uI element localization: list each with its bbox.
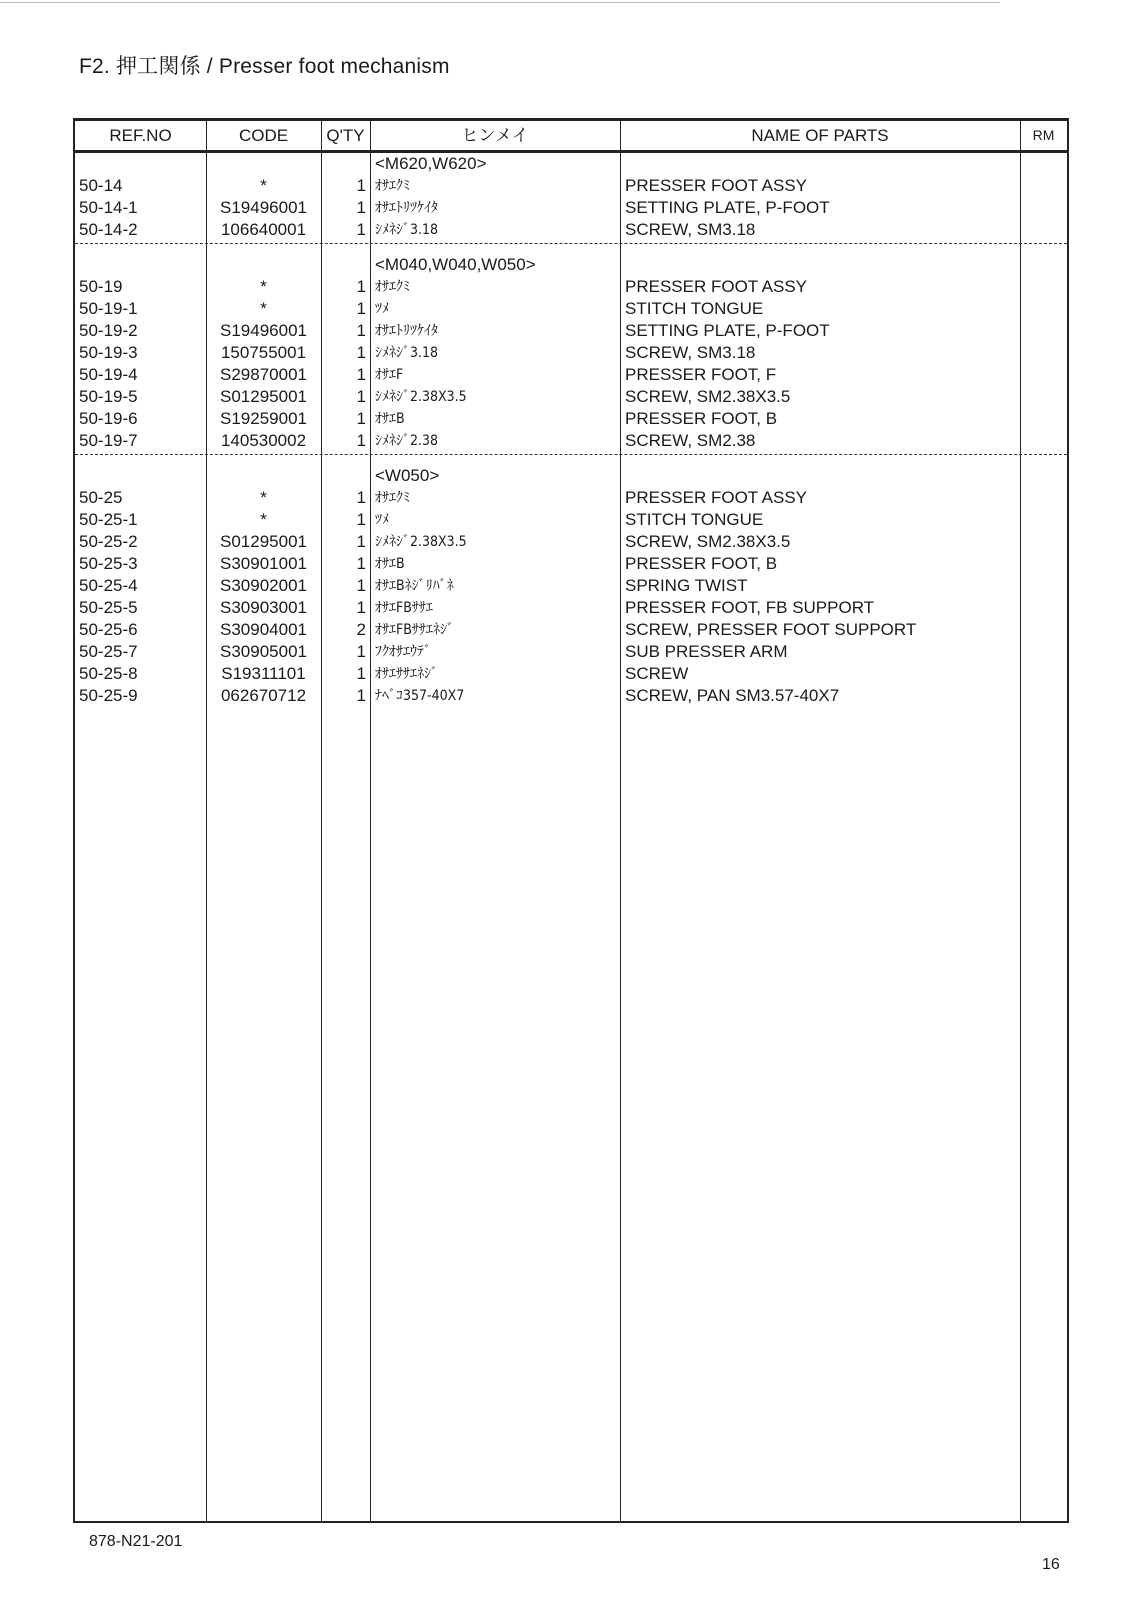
header-code: CODE <box>238 126 289 145</box>
code-cell: 140530002 <box>220 431 307 450</box>
kana-name-cell: ﾂﾒ <box>375 512 389 528</box>
model-group-label: <M620,W620> <box>375 154 487 173</box>
table-body <box>75 153 1067 1521</box>
header-name-of-parts: NAME OF PARTS <box>751 126 889 145</box>
ref-no-cell: 50-14 <box>79 176 123 195</box>
qty-cell: 1 <box>356 220 366 239</box>
code-cell: S19496001 <box>220 321 307 340</box>
ref-no-cell: 50-19-6 <box>79 409 138 428</box>
ref-no-cell: 50-25-5 <box>79 598 138 617</box>
part-name-cell: SUB PRESSER ARM <box>625 642 788 661</box>
code-cell: * <box>260 510 267 529</box>
part-name-cell: PRESSER FOOT, B <box>625 409 778 428</box>
part-name-cell: PRESSER FOOT, F <box>625 365 777 384</box>
table-header <box>75 121 1067 153</box>
part-name-cell: SCREW, PRESSER FOOT SUPPORT <box>625 620 917 639</box>
qty-cell: 1 <box>356 686 366 705</box>
qty-cell: 1 <box>356 299 366 318</box>
qty-cell: 1 <box>356 576 366 595</box>
header-kana-name: ヒンメイ <box>461 126 529 145</box>
kana-name-cell: ﾂﾒ <box>375 301 389 317</box>
qty-cell: 1 <box>356 365 366 384</box>
qty-cell: 1 <box>356 598 366 617</box>
header-qty: Q'TY <box>326 126 365 145</box>
qty-cell: 1 <box>356 554 366 573</box>
document-code: 878-N21-201 <box>89 1533 183 1550</box>
code-cell: * <box>260 277 267 296</box>
qty-cell: 1 <box>356 510 366 529</box>
qty-cell: 1 <box>356 642 366 661</box>
code-cell: S19496001 <box>220 198 307 217</box>
ref-no-cell: 50-19-4 <box>79 365 138 384</box>
kana-name-cell: ｵｻｴﾄﾘﾂｹｲﾀ <box>375 323 438 339</box>
kana-name-cell: ｵｻｴｸﾐ <box>375 178 410 194</box>
code-cell: * <box>260 176 267 195</box>
code-cell: 150755001 <box>220 343 307 362</box>
part-name-cell: STITCH TONGUE <box>625 299 764 318</box>
kana-name-cell: ｵｻｴｸﾐ <box>375 279 410 295</box>
qty-cell: 1 <box>356 387 366 406</box>
ref-no-cell: 50-25-6 <box>79 620 138 639</box>
ref-no-cell: 50-19-7 <box>79 431 138 450</box>
part-name-cell: PRESSER FOOT ASSY <box>625 277 808 296</box>
group-separator <box>75 243 1067 244</box>
kana-name-cell: ｵｻｴF <box>375 367 404 383</box>
part-name-cell: SCREW, SM2.38 <box>625 431 756 450</box>
kana-name-cell: ｵｻｴFBｻｻｴﾈｼﾞ <box>375 622 454 638</box>
qty-cell: 1 <box>356 277 366 296</box>
top-rule <box>0 2 1000 3</box>
model-group-label: <W050> <box>375 466 440 485</box>
ref-no-cell: 50-14-1 <box>79 198 138 217</box>
part-name-cell: SCREW, SM2.38X3.5 <box>625 387 791 406</box>
kana-name-cell: ｼﾒﾈｼﾞ2.38X3.5 <box>375 389 467 405</box>
ref-no-cell: 50-25-8 <box>79 664 138 683</box>
qty-cell: 1 <box>356 198 366 217</box>
part-name-cell: PRESSER FOOT, FB SUPPORT <box>625 598 875 617</box>
ref-no-cell: 50-19-1 <box>79 299 138 318</box>
qty-cell: 1 <box>356 343 366 362</box>
ref-no-cell: 50-25 <box>79 488 123 507</box>
kana-name-cell: ｵｻｴｸﾐ <box>375 490 410 506</box>
part-name-cell: SETTING PLATE, P-FOOT <box>625 321 830 340</box>
qty-cell: 1 <box>356 431 366 450</box>
code-cell: S30905001 <box>220 642 307 661</box>
part-name-cell: SPRING TWIST <box>625 576 748 595</box>
code-cell: S01295001 <box>220 532 307 551</box>
code-cell: 062670712 <box>220 686 307 705</box>
ref-no-cell: 50-19-5 <box>79 387 138 406</box>
part-name-cell: SCREW, SM3.18 <box>625 220 756 239</box>
ref-no-cell: 50-19-2 <box>79 321 138 340</box>
part-name-cell: SCREW, SM2.38X3.5 <box>625 532 791 551</box>
kana-name-cell: ｵｻｴBﾈｼﾞﾘﾊﾞﾈ <box>375 578 454 594</box>
header-ref-no: REF.NO <box>109 126 172 145</box>
part-name-cell: PRESSER FOOT ASSY <box>625 176 808 195</box>
code-cell: S19311101 <box>221 664 306 683</box>
ref-no-cell: 50-25-3 <box>79 554 138 573</box>
parts-table <box>73 118 1069 1523</box>
kana-name-cell: ｼﾒﾈｼﾞ2.38 <box>375 433 439 449</box>
kana-name-cell: ｼﾒﾈｼﾞ2.38X3.5 <box>375 534 467 550</box>
qty-cell: 2 <box>356 620 366 639</box>
group-separator <box>75 454 1067 455</box>
code-cell: 106640001 <box>220 220 307 239</box>
ref-no-cell: 50-19-3 <box>79 343 138 362</box>
code-cell: S19259001 <box>220 409 307 428</box>
code-cell: S01295001 <box>220 387 307 406</box>
kana-name-cell: ﾅﾍﾞｺ357-40X7 <box>375 688 465 704</box>
qty-cell: 1 <box>356 321 366 340</box>
ref-no-cell: 50-19 <box>79 277 123 296</box>
code-cell: S29870001 <box>220 365 307 384</box>
part-name-cell: SCREW, SM3.18 <box>625 343 756 362</box>
code-cell: * <box>260 488 267 507</box>
qty-cell: 1 <box>356 664 366 683</box>
code-cell: * <box>260 299 267 318</box>
kana-name-cell: ｼﾒﾈｼﾞ3.18 <box>375 345 439 361</box>
kana-name-cell: ｵｻｴﾄﾘﾂｹｲﾀ <box>375 200 438 216</box>
ref-no-cell: 50-25-4 <box>79 576 138 595</box>
code-cell: S30903001 <box>220 598 307 617</box>
part-name-cell: PRESSER FOOT ASSY <box>625 488 808 507</box>
qty-cell: 1 <box>356 409 366 428</box>
page-number: 16 <box>1042 1556 1060 1573</box>
kana-name-cell: ｵｻｴB <box>375 556 405 572</box>
qty-cell: 1 <box>356 488 366 507</box>
kana-name-cell: ｵｻｴB <box>375 411 405 427</box>
part-name-cell: SCREW, PAN SM3.57-40X7 <box>625 686 840 705</box>
part-name-cell: PRESSER FOOT, B <box>625 554 778 573</box>
kana-name-cell: ｵｻｴFBｻｻｴ <box>375 600 433 616</box>
ref-no-cell: 50-25-7 <box>79 642 138 661</box>
page-title: F2. 押工関係 / Presser foot mechanism <box>79 55 450 78</box>
code-cell: S30902001 <box>220 576 307 595</box>
ref-no-cell: 50-14-2 <box>79 220 138 239</box>
ref-no-cell: 50-25-2 <box>79 532 138 551</box>
kana-name-cell: ｼﾒﾈｼﾞ3.18 <box>375 222 439 238</box>
header-rm: RM <box>1032 127 1055 143</box>
ref-no-cell: 50-25-1 <box>79 510 138 529</box>
ref-no-cell: 50-25-9 <box>79 686 138 705</box>
code-cell: S30904001 <box>220 620 307 639</box>
part-name-cell: STITCH TONGUE <box>625 510 764 529</box>
kana-name-cell: ｵｻｴｻｻｴﾈｼﾞ <box>375 666 438 682</box>
code-cell: S30901001 <box>220 554 307 573</box>
kana-name-cell: ﾌｸｵｻｴｳﾃﾞ <box>375 644 431 660</box>
part-name-cell: SETTING PLATE, P-FOOT <box>625 198 830 217</box>
qty-cell: 1 <box>356 176 366 195</box>
part-name-cell: SCREW <box>625 664 689 683</box>
qty-cell: 1 <box>356 532 366 551</box>
model-group-label: <M040,W040,W050> <box>375 255 536 274</box>
